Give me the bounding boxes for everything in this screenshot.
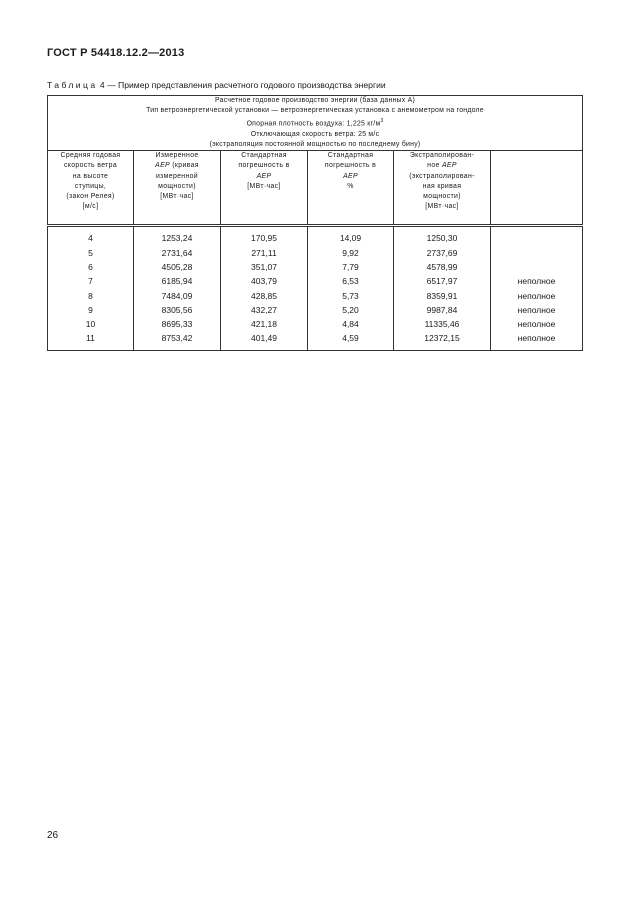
table-row: 8 7484,09 428,85 5,73 8359,91 неполное	[48, 289, 583, 303]
table-row: 7 6185,94 403,79 6,53 6517,97 неполное	[48, 274, 583, 288]
table-row: 4 1253,24 170,95 14,09 1250,30	[48, 226, 583, 246]
column-header-std-uncertainty-pct: Стандартная погрешность в AEP %	[308, 151, 394, 226]
column-header-extrapolated-aep: Экстраполирован- ное AEP (экстраполирован- ная кривая мощности) [МВт·час]	[394, 151, 491, 226]
info-air-density: Опорная плотность воздуха: 1,225 $кг/м^3$	[246, 118, 384, 128]
column-header-std-uncertainty-mwh: Стандартная погрешность в AEP [МВт·час]	[221, 151, 308, 226]
table-row: 10 8695,33 421,18 4,84 11335,46 неполное	[48, 317, 583, 331]
table-caption-number: 4	[99, 80, 105, 90]
column-header-measured-aep: Измеренное AEP (кривая измеренной мощности) [МВт·час]	[134, 151, 221, 226]
table-row: 9 8305,56 432,27 5,20 9987,84 неполное	[48, 303, 583, 317]
table-row: 5 2731,64 271,11 9,92 2737,69	[48, 246, 583, 260]
document-code: ГОСТ Р 54418.12.2—2013	[47, 47, 185, 59]
table-caption-text: — Пример представления расчетного годового производства энергии	[107, 80, 386, 90]
page-number: 26	[47, 830, 59, 841]
table-caption-label: Таблица	[47, 80, 98, 90]
table-row: 6 4505,28 351,07 7,79 4578,99	[48, 260, 583, 274]
info-database: Расчетное годовое производство энергии (база данных А)	[215, 97, 416, 104]
info-turbine-type: Тип ветроэнергетической установки — ветроэнергетическая установка с анемометром на гондоле	[146, 107, 484, 115]
table-row: 11 8753,42 401,49 4,59 12372,15 неполное	[48, 331, 583, 350]
column-header-note	[491, 151, 583, 226]
table-caption	[47, 80, 386, 90]
column-header-wind-speed: Средняя годовая скорость ветра на высоте ступицы, (закон Релея) [м/с]	[48, 151, 134, 226]
info-extrapolation: (экстраполяция постоянной мощностью по последнему бину)	[209, 141, 421, 149]
table-info-block	[48, 96, 583, 151]
info-cutout-speed: Отключающая скорость ветра: 25 м/с	[250, 130, 380, 138]
aep-table	[47, 95, 583, 351]
